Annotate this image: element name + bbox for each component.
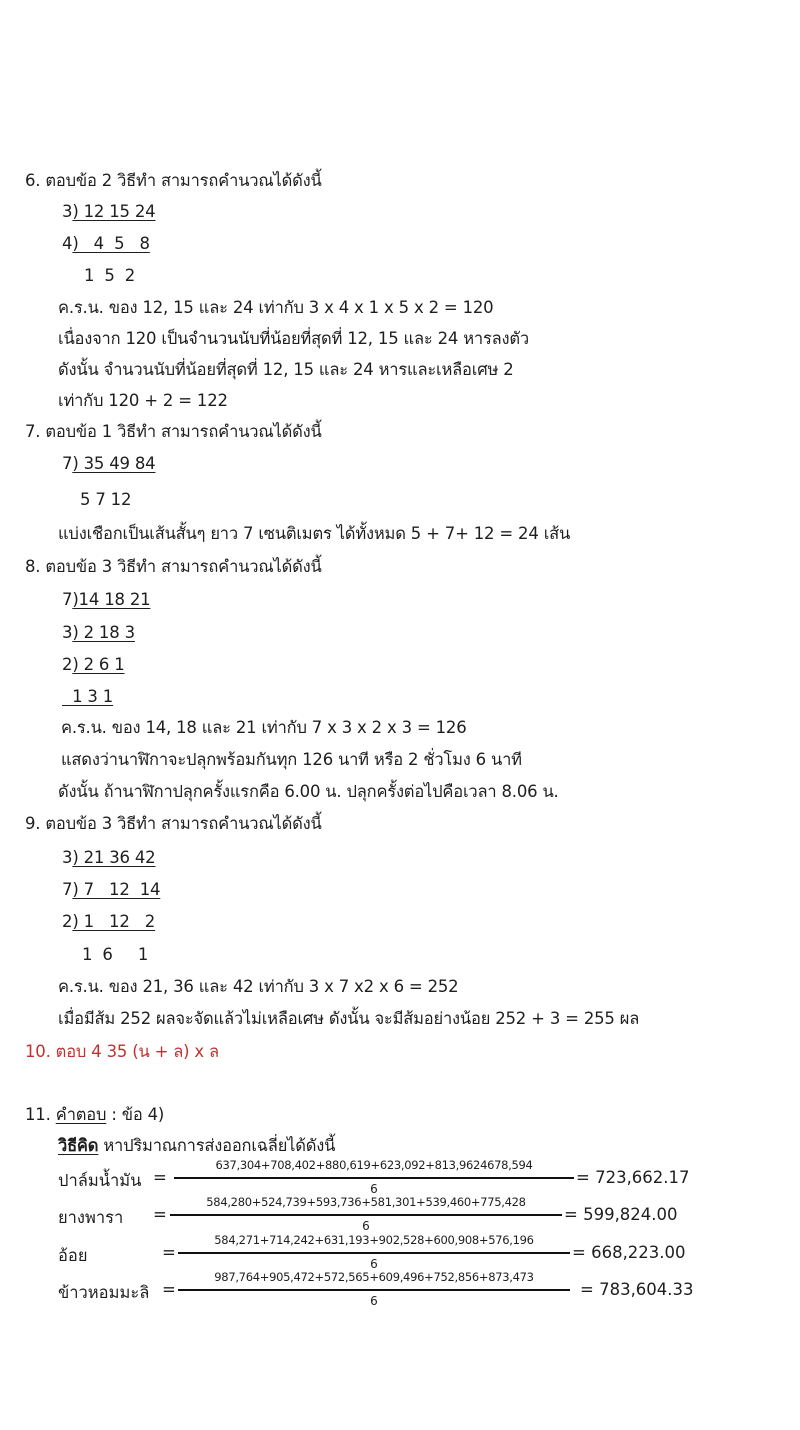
dividend: ) 4 5 8 — [72, 234, 150, 253]
q9-division-row-2 — [62, 879, 160, 901]
q8-division-row-1 — [62, 589, 150, 611]
fraction-bar — [178, 1252, 570, 1254]
q7-division-row-1 — [62, 453, 155, 475]
dividend: )14 18 21 — [72, 590, 151, 609]
q9-quotient: 1 6 1 — [82, 945, 149, 964]
q9-heading: 9. ตอบข้อ 3 วิธีทำ สามารถคำนวณได้ดังนี้ — [25, 814, 322, 833]
equals-sign: = — [153, 1168, 167, 1187]
q8-line-3: ดังนั้น ถ้านาฬิกาปลุกครั้งแรกคือ 6.00 น. ปลุกครั้งต่อไปคือเวลา 8.06 น. — [58, 782, 559, 801]
q11-method-text: หาปริมาณการส่งออกเฉลี่ยได้ดังนี้ — [98, 1136, 336, 1155]
row-result: = 723,662.17 — [576, 1168, 690, 1187]
q11-method — [58, 1135, 335, 1157]
q9-line-1: ค.ร.น. ของ 21, 36 และ 42 เท่ากับ 3 x 7 x2 x 6 = 252 — [58, 977, 459, 996]
q11-heading — [25, 1104, 164, 1126]
divisor: 4 — [62, 234, 73, 253]
q8-division-row-3 — [62, 654, 125, 676]
q11-answer-value: : ข้อ 4) — [106, 1105, 165, 1124]
equals-sign: = — [162, 1280, 176, 1299]
row-label: ปาล์มน้ำมัน — [58, 1171, 142, 1190]
divisor: 2 — [62, 912, 73, 931]
row-label: อ้อย — [58, 1246, 88, 1265]
fraction-bar — [178, 1289, 570, 1291]
row-result: = 668,223.00 — [572, 1243, 686, 1262]
dividend: ) 2 18 3 — [72, 623, 135, 642]
fraction-bar — [174, 1177, 574, 1179]
q6-line-4: เท่ากับ 120 + 2 = 122 — [58, 391, 228, 410]
q9-line-2: เมื่อมีส้ม 252 ผลจะจัดแล้วไม่เหลือเศษ ดังนั้น จะมีส้มอย่างน้อย 252 + 3 = 255 ผล — [58, 1009, 640, 1028]
dividend: ) 21 36 42 — [72, 848, 156, 867]
dividend: ) 1 12 2 — [72, 912, 156, 931]
q8-quotient: 1 3 1 — [62, 687, 114, 706]
q8-division-row-2 — [62, 622, 135, 644]
q10-answer: 10. ตอบ 4 35 (น + ล) x ล — [25, 1042, 219, 1061]
equals-sign: = — [153, 1205, 167, 1224]
q6-division-row-2 — [62, 233, 150, 255]
row-label: ข้าวหอมมะลิ — [58, 1283, 150, 1302]
q6-heading: 6. ตอบข้อ 2 วิธีทำ สามารถคำนวณได้ดังนี้ — [25, 171, 322, 190]
dividend: ) 7 12 14 — [72, 880, 161, 899]
numerator: 584,280+524,739+593,736+581,301+539,460+775,428 — [206, 1195, 526, 1209]
numerator: 637,304+708,402+880,619+623,092+813,9624678,594 — [215, 1158, 533, 1172]
divisor: 3 — [62, 623, 73, 642]
dividend: ) 12 15 24 — [72, 202, 156, 221]
q11-prefix: 11. — [25, 1105, 56, 1124]
numerator: 584,271+714,242+631,193+902,528+600,908+576,196 — [214, 1233, 534, 1247]
dividend: ) 35 49 84 — [72, 454, 156, 473]
q8-line-2: แสดงว่านาฬิกาจะปลุกพร้อมกันทุก 126 นาที หรือ 2 ชั่วโมง 6 นาที — [61, 750, 522, 769]
fraction-row-sugarcane — [58, 1233, 758, 1273]
divisor: 3 — [62, 202, 73, 221]
dividend: ) 2 6 1 — [72, 655, 125, 674]
divisor: 7 — [62, 454, 73, 473]
fraction-row-jasmine-rice — [58, 1270, 758, 1310]
denominator: 6 — [370, 1182, 378, 1196]
fraction-bar — [170, 1214, 562, 1216]
row-result: = 599,824.00 — [564, 1205, 678, 1224]
numerator: 987,764+905,472+572,565+609,496+752,856+873,473 — [214, 1270, 534, 1284]
denominator: 6 — [370, 1294, 378, 1308]
q8-line-1: ค.ร.น. ของ 14, 18 และ 21 เท่ากับ 7 x 3 x 2 x 3 = 126 — [61, 718, 467, 737]
equals-sign: = — [162, 1243, 176, 1262]
fraction-row-palm-oil — [58, 1158, 758, 1198]
q9-division-row-3 — [62, 911, 155, 933]
q8-heading: 8. ตอบข้อ 3 วิธีทำ สามารถคำนวณได้ดังนี้ — [25, 557, 322, 576]
q6-line-3: ดังนั้น จำนวนนับที่น้อยที่สุดที่ 12, 15 และ 24 หารและเหลือเศษ 2 — [58, 360, 514, 379]
q7-quotient: 5 7 12 — [80, 490, 132, 509]
row-label: ยางพารา — [58, 1208, 124, 1227]
q9-division-row-1 — [62, 847, 155, 869]
q6-line-2: เนื่องจาก 120 เป็นจำนวนนับที่น้อยที่สุดที่ 12, 15 และ 24 หารลงตัว — [58, 329, 529, 348]
q11-answer-label: คำตอบ — [55, 1105, 107, 1124]
q6-quotient: 1 5 2 — [84, 266, 136, 285]
divisor: 7 — [62, 880, 73, 899]
divisor: 3 — [62, 848, 73, 867]
q6-line-1: ค.ร.น. ของ 12, 15 และ 24 เท่ากับ 3 x 4 x 1 x 5 x 2 = 120 — [58, 298, 494, 317]
q6-division-row-1 — [62, 201, 155, 223]
denominator: 6 — [362, 1219, 370, 1233]
q11-method-label: วิธีคิด — [58, 1136, 99, 1155]
divisor: 7 — [62, 590, 73, 609]
q7-line-1: แบ่งเชือกเป็นเส้นสั้นๆ ยาว 7 เซนติเมตร ได้ทั้งหมด 5 + 7+ 12 = 24 เส้น — [58, 524, 571, 543]
denominator: 6 — [370, 1257, 378, 1271]
row-result: = 783,604.33 — [580, 1280, 694, 1299]
fraction-row-rubber — [58, 1195, 758, 1235]
q7-heading: 7. ตอบข้อ 1 วิธีทำ สามารถคำนวณได้ดังนี้ — [25, 422, 322, 441]
divisor: 2 — [62, 655, 73, 674]
